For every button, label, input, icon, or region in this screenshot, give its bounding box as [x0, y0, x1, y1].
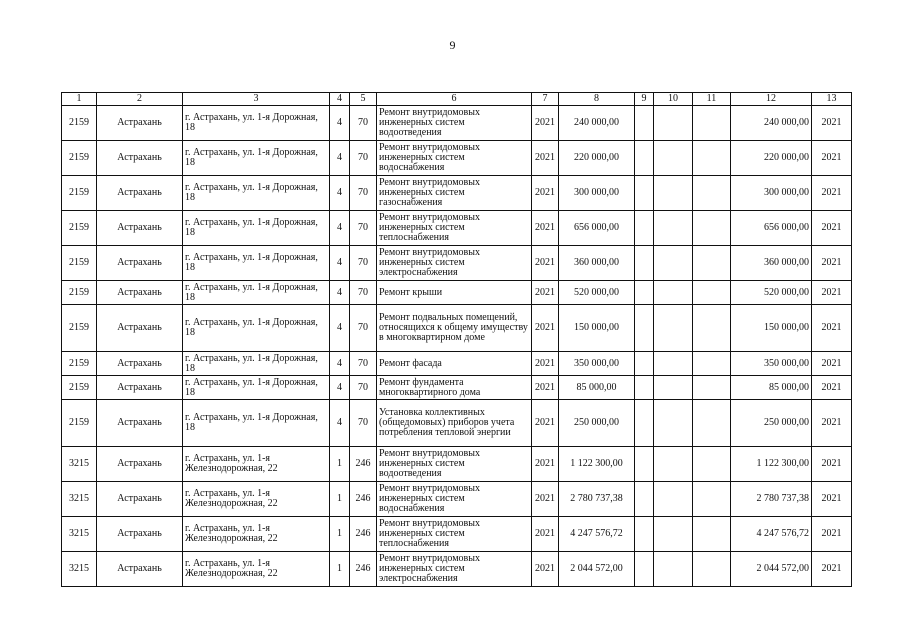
year-cell: 2021 — [532, 141, 559, 176]
col11-cell — [693, 211, 731, 246]
total-cost-cell: 300 000,00 — [731, 176, 812, 211]
year-cell: 2021 — [532, 246, 559, 281]
completion-year-cell: 2021 — [812, 281, 852, 305]
col11-cell — [693, 376, 731, 400]
apartments-cell: 70 — [350, 352, 377, 376]
object-id-cell: 2159 — [62, 246, 97, 281]
col9-cell — [635, 176, 654, 211]
table-row — [62, 376, 852, 400]
column-header-1: 1 — [62, 93, 97, 106]
address-cell: г. Астрахань, ул. 1-я Дорожная, 18 — [183, 305, 330, 352]
municipality-cell: Астрахань — [97, 305, 183, 352]
total-cost-cell: 250 000,00 — [731, 400, 812, 447]
total-cost-cell: 4 247 576,72 — [731, 517, 812, 552]
col9-cell — [635, 376, 654, 400]
total-cost-cell: 520 000,00 — [731, 281, 812, 305]
column-header-4: 4 — [330, 93, 350, 106]
object-id-cell: 3215 — [62, 552, 97, 587]
col9-cell — [635, 352, 654, 376]
cost-cell: 2 780 737,38 — [559, 482, 635, 517]
floors-cell: 4 — [330, 352, 350, 376]
col9-cell — [635, 211, 654, 246]
cost-cell: 520 000,00 — [559, 281, 635, 305]
total-cost-cell: 2 780 737,38 — [731, 482, 812, 517]
object-id-cell: 2159 — [62, 305, 97, 352]
completion-year-cell: 2021 — [812, 211, 852, 246]
col9-cell — [635, 517, 654, 552]
work-type-cell: Ремонт внутридомовых инженерных систем теплоснабжения — [377, 211, 532, 246]
municipality-cell: Астрахань — [97, 517, 183, 552]
floors-cell: 4 — [330, 211, 350, 246]
table-row — [62, 552, 852, 587]
floors-cell: 1 — [330, 517, 350, 552]
col9-cell — [635, 141, 654, 176]
apartments-cell: 246 — [350, 447, 377, 482]
col10-cell — [654, 376, 693, 400]
cost-cell: 4 247 576,72 — [559, 517, 635, 552]
col11-cell — [693, 482, 731, 517]
work-type-cell: Ремонт фасада — [377, 352, 532, 376]
col11-cell — [693, 400, 731, 447]
object-id-cell: 2159 — [62, 106, 97, 141]
work-type-cell: Ремонт внутридомовых инженерных систем водоотведения — [377, 447, 532, 482]
total-cost-cell: 360 000,00 — [731, 246, 812, 281]
table-row — [62, 305, 852, 352]
col10-cell — [654, 400, 693, 447]
column-header-6: 6 — [377, 93, 532, 106]
col11-cell — [693, 447, 731, 482]
col9-cell — [635, 552, 654, 587]
col9-cell — [635, 106, 654, 141]
object-id-cell: 2159 — [62, 376, 97, 400]
year-cell: 2021 — [532, 400, 559, 447]
col11-cell — [693, 281, 731, 305]
table-row — [62, 211, 852, 246]
col11-cell — [693, 106, 731, 141]
address-cell: г. Астрахань, ул. 1-я Дорожная, 18 — [183, 352, 330, 376]
work-type-cell: Ремонт внутридомовых инженерных систем электроснабжения — [377, 552, 532, 587]
col10-cell — [654, 447, 693, 482]
table-row — [62, 246, 852, 281]
cost-cell: 300 000,00 — [559, 176, 635, 211]
table-row — [62, 281, 852, 305]
total-cost-cell: 150 000,00 — [731, 305, 812, 352]
column-header-7: 7 — [532, 93, 559, 106]
apartments-cell: 70 — [350, 305, 377, 352]
address-cell: г. Астрахань, ул. 1-я Дорожная, 18 — [183, 400, 330, 447]
work-type-cell: Ремонт крыши — [377, 281, 532, 305]
work-type-cell: Установка коллективных (общедомовых) приборов учета потребления тепловой энергии — [377, 400, 532, 447]
cost-cell: 350 000,00 — [559, 352, 635, 376]
completion-year-cell: 2021 — [812, 482, 852, 517]
year-cell: 2021 — [532, 305, 559, 352]
cost-cell: 240 000,00 — [559, 106, 635, 141]
col10-cell — [654, 305, 693, 352]
address-cell: г. Астрахань, ул. 1-я Железнодорожная, 22 — [183, 517, 330, 552]
address-cell: г. Астрахань, ул. 1-я Дорожная, 18 — [183, 211, 330, 246]
municipality-cell: Астрахань — [97, 352, 183, 376]
apartments-cell: 70 — [350, 400, 377, 447]
col9-cell — [635, 281, 654, 305]
completion-year-cell: 2021 — [812, 106, 852, 141]
apartments-cell: 70 — [350, 211, 377, 246]
repair-program-table — [61, 92, 852, 587]
table-row — [62, 482, 852, 517]
municipality-cell: Астрахань — [97, 176, 183, 211]
column-header-12: 12 — [731, 93, 812, 106]
floors-cell: 4 — [330, 400, 350, 447]
apartments-cell: 70 — [350, 176, 377, 211]
work-type-cell: Ремонт внутридомовых инженерных систем газоснабжения — [377, 176, 532, 211]
column-header-11: 11 — [693, 93, 731, 106]
col10-cell — [654, 246, 693, 281]
address-cell: г. Астрахань, ул. 1-я Дорожная, 18 — [183, 141, 330, 176]
col11-cell — [693, 305, 731, 352]
year-cell: 2021 — [532, 447, 559, 482]
column-header-3: 3 — [183, 93, 330, 106]
municipality-cell: Астрахань — [97, 281, 183, 305]
completion-year-cell: 2021 — [812, 305, 852, 352]
apartments-cell: 246 — [350, 517, 377, 552]
completion-year-cell: 2021 — [812, 246, 852, 281]
object-id-cell: 2159 — [62, 281, 97, 305]
object-id-cell: 2159 — [62, 352, 97, 376]
table-row — [62, 400, 852, 447]
completion-year-cell: 2021 — [812, 400, 852, 447]
completion-year-cell: 2021 — [812, 141, 852, 176]
col10-cell — [654, 517, 693, 552]
work-type-cell: Ремонт фундамента многоквартирного дома — [377, 376, 532, 400]
work-type-cell: Ремонт внутридомовых инженерных систем водоснабжения — [377, 141, 532, 176]
table-body — [62, 106, 852, 587]
total-cost-cell: 1 122 300,00 — [731, 447, 812, 482]
apartments-cell: 246 — [350, 552, 377, 587]
col10-cell — [654, 482, 693, 517]
object-id-cell: 2159 — [62, 211, 97, 246]
cost-cell: 1 122 300,00 — [559, 447, 635, 482]
apartments-cell: 70 — [350, 246, 377, 281]
col10-cell — [654, 141, 693, 176]
floors-cell: 4 — [330, 376, 350, 400]
municipality-cell: Астрахань — [97, 141, 183, 176]
table-row — [62, 176, 852, 211]
floors-cell: 1 — [330, 482, 350, 517]
completion-year-cell: 2021 — [812, 352, 852, 376]
work-type-cell: Ремонт внутридомовых инженерных систем водоотведения — [377, 106, 532, 141]
col10-cell — [654, 176, 693, 211]
year-cell: 2021 — [532, 211, 559, 246]
table-row — [62, 447, 852, 482]
municipality-cell: Астрахань — [97, 400, 183, 447]
address-cell: г. Астрахань, ул. 1-я Дорожная, 18 — [183, 376, 330, 400]
object-id-cell: 2159 — [62, 141, 97, 176]
col11-cell — [693, 176, 731, 211]
col10-cell — [654, 552, 693, 587]
table-row — [62, 352, 852, 376]
floors-cell: 1 — [330, 552, 350, 587]
table-row — [62, 141, 852, 176]
work-type-cell: Ремонт подвальных помещений, относящихся к общему имуществу в многоквартирном доме — [377, 305, 532, 352]
column-header-8: 8 — [559, 93, 635, 106]
year-cell: 2021 — [532, 552, 559, 587]
header-row — [62, 93, 852, 106]
year-cell: 2021 — [532, 517, 559, 552]
work-type-cell: Ремонт внутридомовых инженерных систем теплоснабжения — [377, 517, 532, 552]
year-cell: 2021 — [532, 376, 559, 400]
total-cost-cell: 656 000,00 — [731, 211, 812, 246]
col11-cell — [693, 352, 731, 376]
work-type-cell: Ремонт внутридомовых инженерных систем водоснабжения — [377, 482, 532, 517]
completion-year-cell: 2021 — [812, 552, 852, 587]
municipality-cell: Астрахань — [97, 246, 183, 281]
cost-cell: 220 000,00 — [559, 141, 635, 176]
work-type-cell: Ремонт внутридомовых инженерных систем электроснабжения — [377, 246, 532, 281]
cost-cell: 150 000,00 — [559, 305, 635, 352]
total-cost-cell: 85 000,00 — [731, 376, 812, 400]
address-cell: г. Астрахань, ул. 1-я Железнодорожная, 22 — [183, 552, 330, 587]
col9-cell — [635, 305, 654, 352]
year-cell: 2021 — [532, 352, 559, 376]
completion-year-cell: 2021 — [812, 176, 852, 211]
total-cost-cell: 2 044 572,00 — [731, 552, 812, 587]
municipality-cell: Астрахань — [97, 211, 183, 246]
column-header-2: 2 — [97, 93, 183, 106]
col10-cell — [654, 106, 693, 141]
address-cell: г. Астрахань, ул. 1-я Дорожная, 18 — [183, 106, 330, 141]
col9-cell — [635, 447, 654, 482]
apartments-cell: 246 — [350, 482, 377, 517]
col9-cell — [635, 400, 654, 447]
page-number: 9 — [449, 38, 456, 52]
object-id-cell: 2159 — [62, 176, 97, 211]
column-header-13: 13 — [812, 93, 852, 106]
cost-cell: 85 000,00 — [559, 376, 635, 400]
col11-cell — [693, 517, 731, 552]
floors-cell: 4 — [330, 141, 350, 176]
total-cost-cell: 350 000,00 — [731, 352, 812, 376]
municipality-cell: Астрахань — [97, 447, 183, 482]
address-cell: г. Астрахань, ул. 1-я Дорожная, 18 — [183, 176, 330, 211]
floors-cell: 1 — [330, 447, 350, 482]
table-row — [62, 106, 852, 141]
table-row — [62, 517, 852, 552]
municipality-cell: Астрахань — [97, 106, 183, 141]
cost-cell: 2 044 572,00 — [559, 552, 635, 587]
apartments-cell: 70 — [350, 281, 377, 305]
col11-cell — [693, 246, 731, 281]
address-cell: г. Астрахань, ул. 1-я Железнодорожная, 22 — [183, 447, 330, 482]
cost-cell: 250 000,00 — [559, 400, 635, 447]
municipality-cell: Астрахань — [97, 552, 183, 587]
completion-year-cell: 2021 — [812, 376, 852, 400]
municipality-cell: Астрахань — [97, 482, 183, 517]
total-cost-cell: 220 000,00 — [731, 141, 812, 176]
apartments-cell: 70 — [350, 106, 377, 141]
floors-cell: 4 — [330, 281, 350, 305]
address-cell: г. Астрахань, ул. 1-я Железнодорожная, 22 — [183, 482, 330, 517]
floors-cell: 4 — [330, 176, 350, 211]
year-cell: 2021 — [532, 176, 559, 211]
col10-cell — [654, 281, 693, 305]
object-id-cell: 2159 — [62, 400, 97, 447]
apartments-cell: 70 — [350, 376, 377, 400]
col11-cell — [693, 141, 731, 176]
year-cell: 2021 — [532, 281, 559, 305]
municipality-cell: Астрахань — [97, 376, 183, 400]
completion-year-cell: 2021 — [812, 447, 852, 482]
apartments-cell: 70 — [350, 141, 377, 176]
column-header-10: 10 — [654, 93, 693, 106]
year-cell: 2021 — [532, 482, 559, 517]
floors-cell: 4 — [330, 305, 350, 352]
floors-cell: 4 — [330, 106, 350, 141]
object-id-cell: 3215 — [62, 482, 97, 517]
column-header-5: 5 — [350, 93, 377, 106]
address-cell: г. Астрахань, ул. 1-я Дорожная, 18 — [183, 246, 330, 281]
col10-cell — [654, 352, 693, 376]
col11-cell — [693, 552, 731, 587]
col9-cell — [635, 482, 654, 517]
column-header-9: 9 — [635, 93, 654, 106]
floors-cell: 4 — [330, 246, 350, 281]
col10-cell — [654, 211, 693, 246]
cost-cell: 360 000,00 — [559, 246, 635, 281]
year-cell: 2021 — [532, 106, 559, 141]
cost-cell: 656 000,00 — [559, 211, 635, 246]
address-cell: г. Астрахань, ул. 1-я Дорожная, 18 — [183, 281, 330, 305]
object-id-cell: 3215 — [62, 517, 97, 552]
object-id-cell: 3215 — [62, 447, 97, 482]
total-cost-cell: 240 000,00 — [731, 106, 812, 141]
col9-cell — [635, 246, 654, 281]
completion-year-cell: 2021 — [812, 517, 852, 552]
